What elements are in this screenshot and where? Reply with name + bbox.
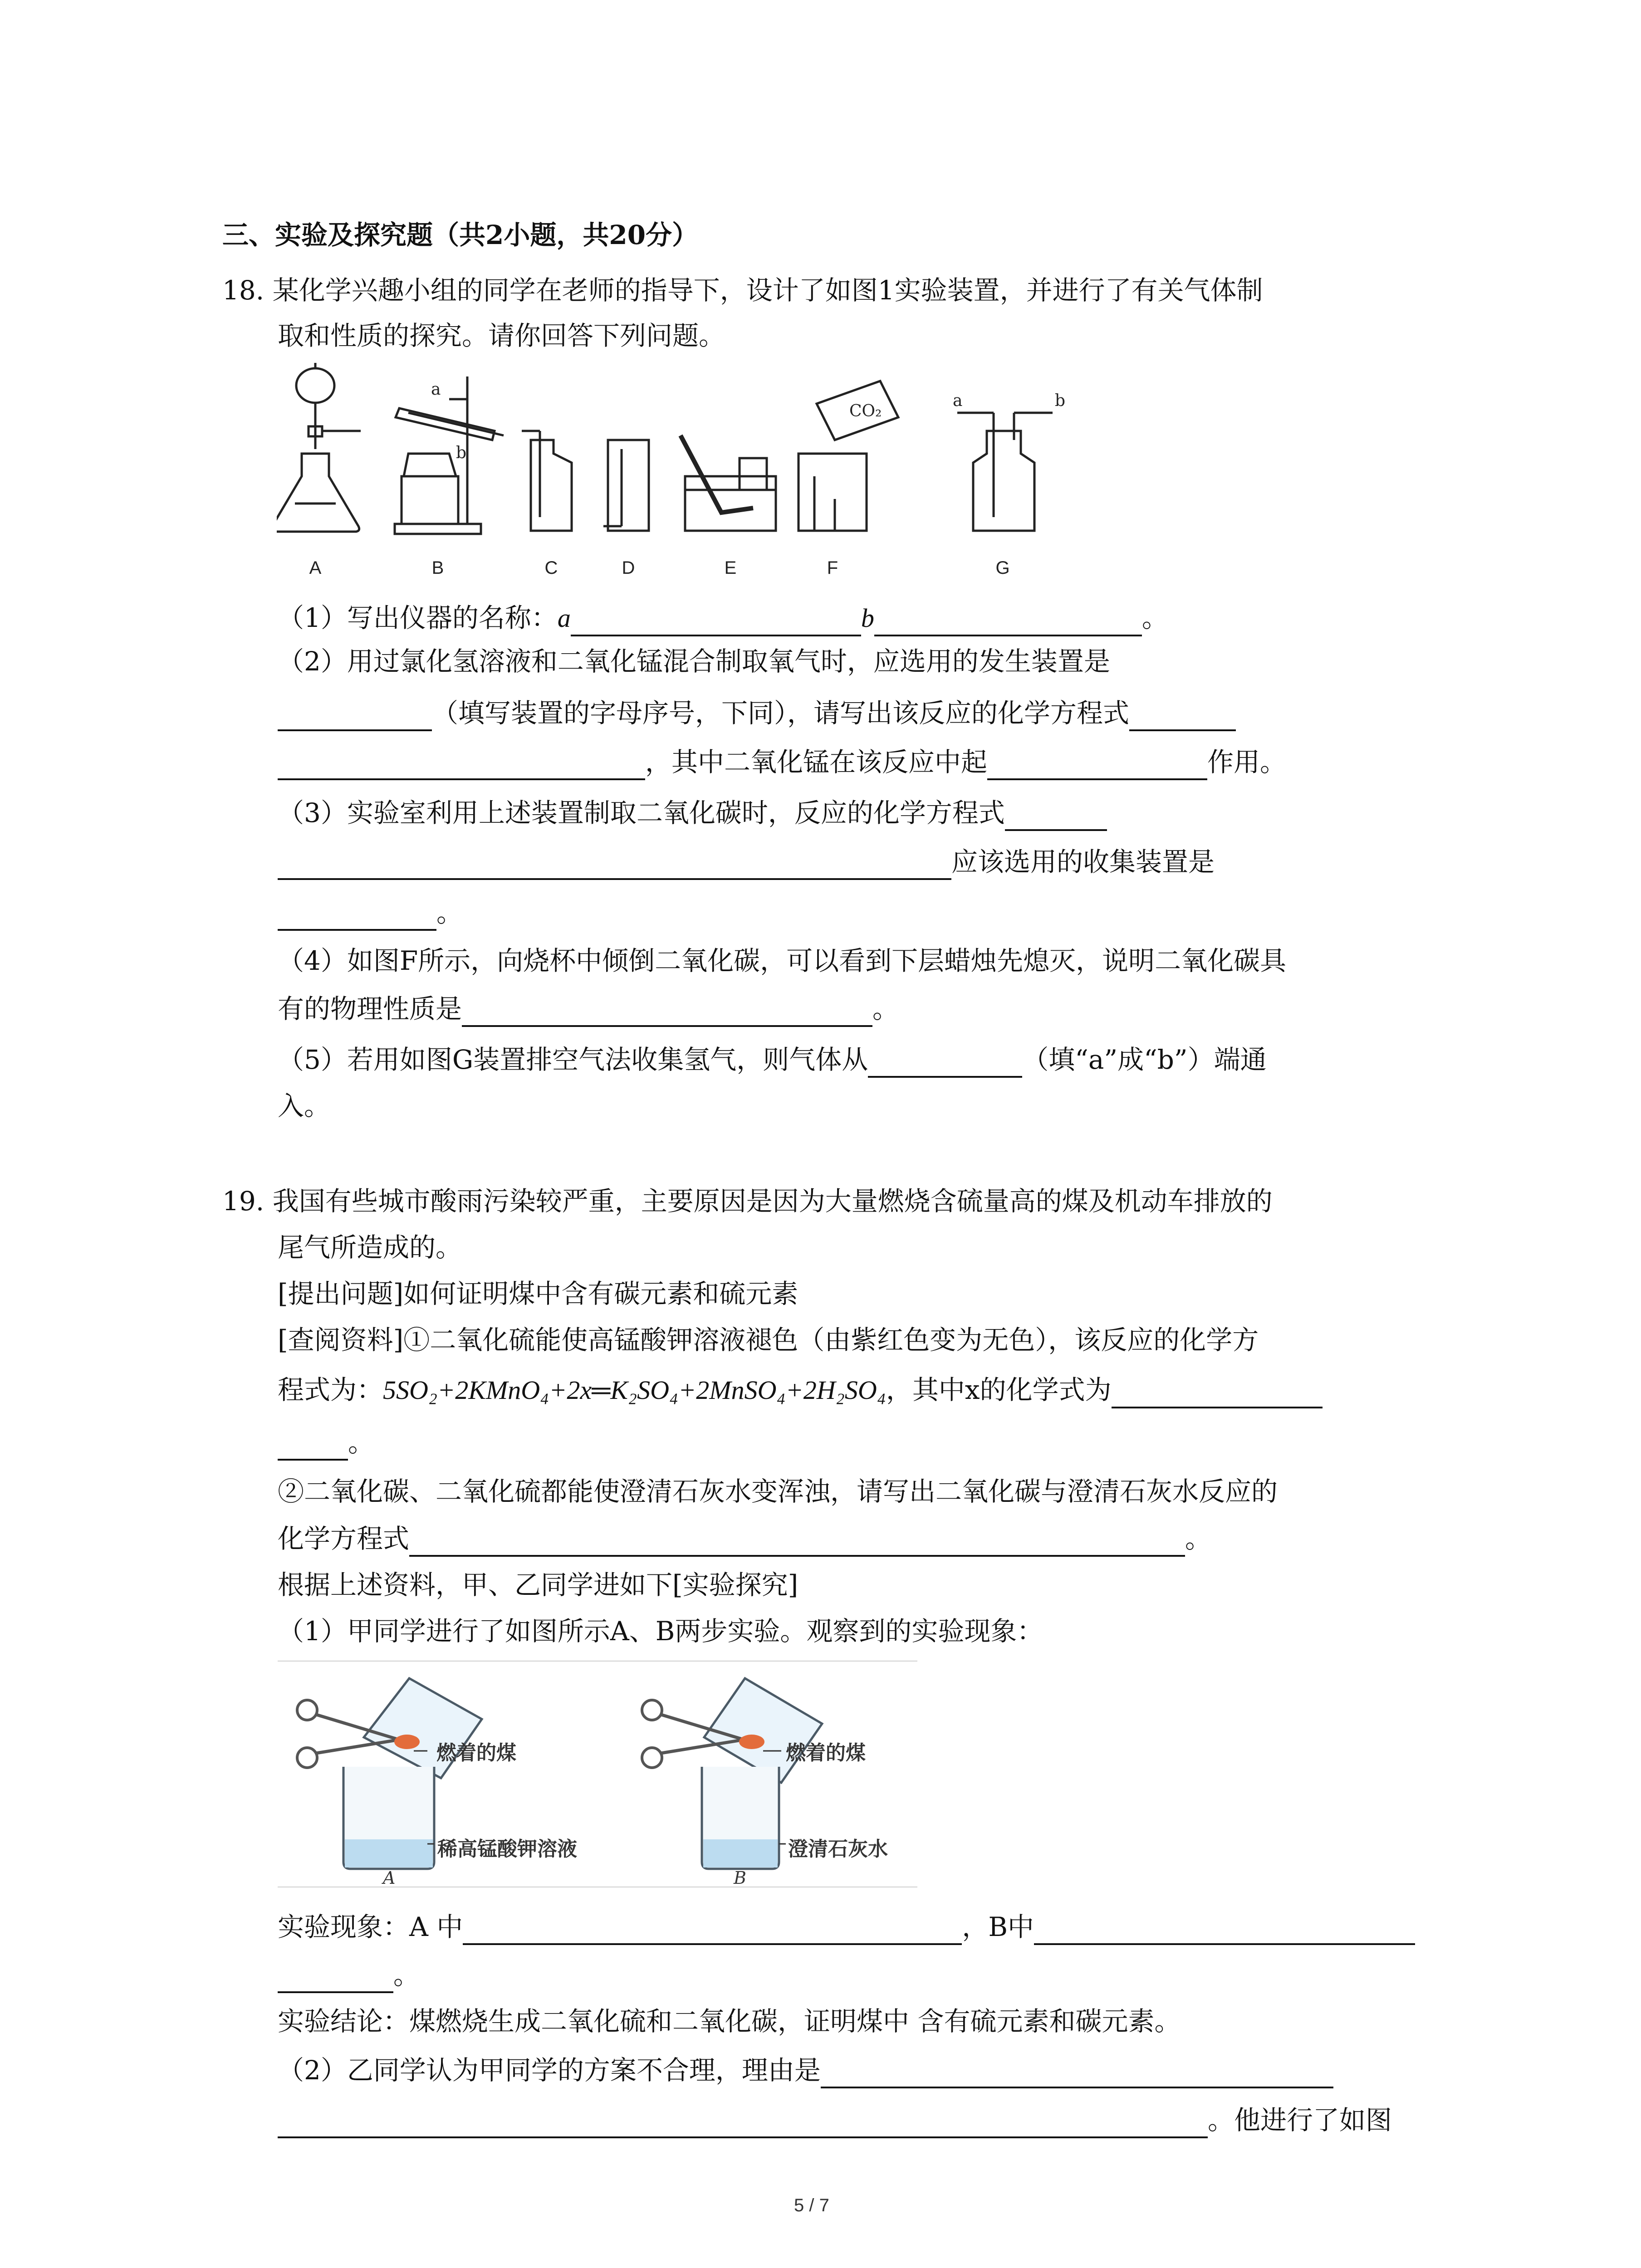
q18-part3-line3: 。 [278, 894, 463, 931]
q18-stem-line2: 取和性质的探究。请你回答下列问题。 [278, 320, 725, 351]
answer-blank-x-formula-cont[interactable] [278, 1431, 348, 1461]
q19-part2-line1: （2）乙同学认为甲同学的方案不合理，理由是 [278, 2052, 1333, 2088]
fig-label-a: a [431, 380, 441, 399]
q18-apparatus-figure [277, 363, 1116, 594]
apparatus-e-icon [681, 435, 776, 531]
q19-experiment-figure [278, 1660, 917, 1894]
q18-number: 18. [222, 275, 265, 306]
caption-b: B [734, 1868, 746, 1888]
q19-part2-line2: 。他进行了如图 [278, 2102, 1392, 2138]
apparatus-a-icon [277, 363, 361, 532]
label-E: E [724, 558, 737, 578]
label-burning-coal-b: 燃着的煤 [786, 1742, 866, 1764]
answer-blank-equation-start[interactable] [1129, 701, 1236, 731]
answer-blank-phenomenon-a[interactable] [463, 1915, 962, 1945]
q19-number: 19. [222, 1186, 265, 1217]
answer-blank-physical-property[interactable] [462, 997, 872, 1027]
q18-part4-line1: （4）如图F所示，向烧杯中倾倒二氧化碳，可以看到下层蜡烛先熄灭，说明二氧化碳具 [278, 945, 1287, 976]
answer-blank-phenomenon-b-cont[interactable] [278, 1963, 393, 1993]
q18-stem-text-1: 某化学兴趣小组的同学在老师的指导下，设计了如图1实验装置，并进行了有关气体制 [272, 275, 1263, 306]
answer-blank-co2-eq-start[interactable] [1005, 801, 1107, 831]
answer-blank-device[interactable] [278, 701, 432, 731]
svg-text:a: a [953, 391, 963, 410]
q19-reference-5: 化学方程式 。 [278, 1520, 1211, 1557]
fig-label-b: b [456, 444, 467, 462]
answer-blank-collect[interactable] [278, 901, 436, 931]
q19-reference-3: 。 [278, 1424, 374, 1461]
label-limewater: 澄清石灰水 [788, 1838, 888, 1860]
q19-part1: （1）甲同学进行了如图所示A、B两步实验。观察到的实验现象： [278, 1616, 1043, 1647]
q19-phenomenon-line2: 。 [278, 1957, 420, 1993]
q19-stem-line1: 19. 我国有些城市酸雨污染较严重，主要原因是因为大量燃烧含硫量高的煤及机动车排放的 [222, 1186, 1273, 1217]
q18-part2-line1: （2）用过氯化氢溶液和二氧化锰混合制取氧气时，应选用的发生装置是 [278, 646, 1110, 677]
caption-a: A [383, 1868, 396, 1888]
q18-p1-b: b [861, 603, 874, 633]
apparatus-f-icon [798, 381, 898, 531]
q18-part3-line1: （3）实验室利用上述装置制取二氧化碳时，反应的化学方程式 [278, 795, 1107, 831]
apparatus-c-icon [522, 431, 572, 531]
apparatus-g-icon [953, 391, 1065, 531]
fig-label-co2: CO₂ [849, 402, 882, 420]
q19-equation: 5SO₂+2KMnO₄+2x═K₂SO₄+2MnSO₄+2H₂SO₄ [383, 1375, 886, 1405]
q19-explore: 根据上述资料，甲、乙同学进如下[实验探究] [278, 1569, 798, 1600]
q19-question: [提出问题]如何证明煤中含有碳元素和硫元素 [278, 1278, 798, 1309]
q19-conclusion: 实验结论：煤燃烧生成二氧化硫和二氧化碳，证明煤中 含有硫元素和碳元素。 [278, 2006, 1181, 2037]
label-kmno4-solution: 稀高锰酸钾溶液 [437, 1838, 577, 1860]
q19-reference-2: 程式为：5SO₂+2KMnO₄+2x═K₂SO₄+2MnSO₄+2H₂SO₄，其中x的化学式为 [278, 1372, 1323, 1408]
label-B: B [431, 558, 444, 578]
answer-blank-lime-equation[interactable] [409, 1527, 1185, 1557]
label-burning-coal-a: 燃着的煤 [436, 1742, 516, 1764]
label-A: A [309, 558, 322, 578]
answer-blank-phenomenon-b[interactable] [1034, 1915, 1415, 1945]
q19-stem-line2: 尾气所造成的。 [278, 1232, 462, 1263]
q18-part5-line1: （5）若用如图G装置排空气法收集氢气，则气体从 （填“a”成“b”）端通 [278, 1041, 1267, 1078]
section-title: 三、实验及探究题（共2小题，共20分） [222, 220, 699, 250]
page-number: 5 / 7 [794, 2195, 829, 2215]
label-D: D [622, 558, 635, 578]
q18-part5-line2: 入。 [278, 1090, 331, 1121]
answer-blank-b[interactable] [874, 606, 1142, 636]
q18-part3-line2: 应该选用的收集装置是 [278, 844, 1215, 880]
answer-blank-a[interactable] [571, 606, 861, 636]
q18-p1-a: a [557, 603, 571, 633]
q18-part2-line2: （填写装置的字母序号，下同），请写出该反应的化学方程式 [278, 695, 1236, 731]
q18-p1-text: （1）写出仪器的名称： [278, 602, 558, 633]
q19-phenomenon-line1: 实验现象：A 中 ，B中 [278, 1909, 1415, 1945]
apparatus-d-icon [603, 440, 649, 531]
answer-blank-role[interactable] [987, 750, 1207, 780]
label-C: C [544, 558, 558, 578]
apparatus-b-icon [395, 376, 504, 534]
q18-part1: （1）写出仪器的名称：a b 。 [278, 600, 1168, 636]
answer-blank-equation[interactable] [278, 750, 645, 780]
q18-stem-line1 [222, 272, 1263, 308]
q19-reference-1: [查阅资料]①二氧化硫能使高锰酸钾溶液褪色（由紫红色变为无色），该反应的化学方 [278, 1325, 1259, 1355]
answer-blank-reason[interactable] [821, 2058, 1333, 2088]
answer-blank-co2-equation[interactable] [278, 850, 951, 880]
q19-reference-4: ②二氧化碳、二氧化硫都能使澄清石灰水变浑浊，请写出二氧化碳与澄清石灰水反应的 [278, 1476, 1278, 1507]
label-F: F [827, 558, 838, 578]
q18-part2-line3: ，其中二氧化锰在该反应中起 作用。 [278, 744, 1286, 780]
svg-text:b: b [1055, 391, 1066, 410]
answer-blank-x-formula[interactable] [1112, 1378, 1323, 1408]
answer-blank-reason-cont[interactable] [278, 2108, 1208, 2138]
label-G: G [995, 558, 1010, 578]
answer-blank-inlet[interactable] [868, 1048, 1022, 1078]
q18-part4-line2: 有的物理性质是 。 [278, 991, 899, 1027]
